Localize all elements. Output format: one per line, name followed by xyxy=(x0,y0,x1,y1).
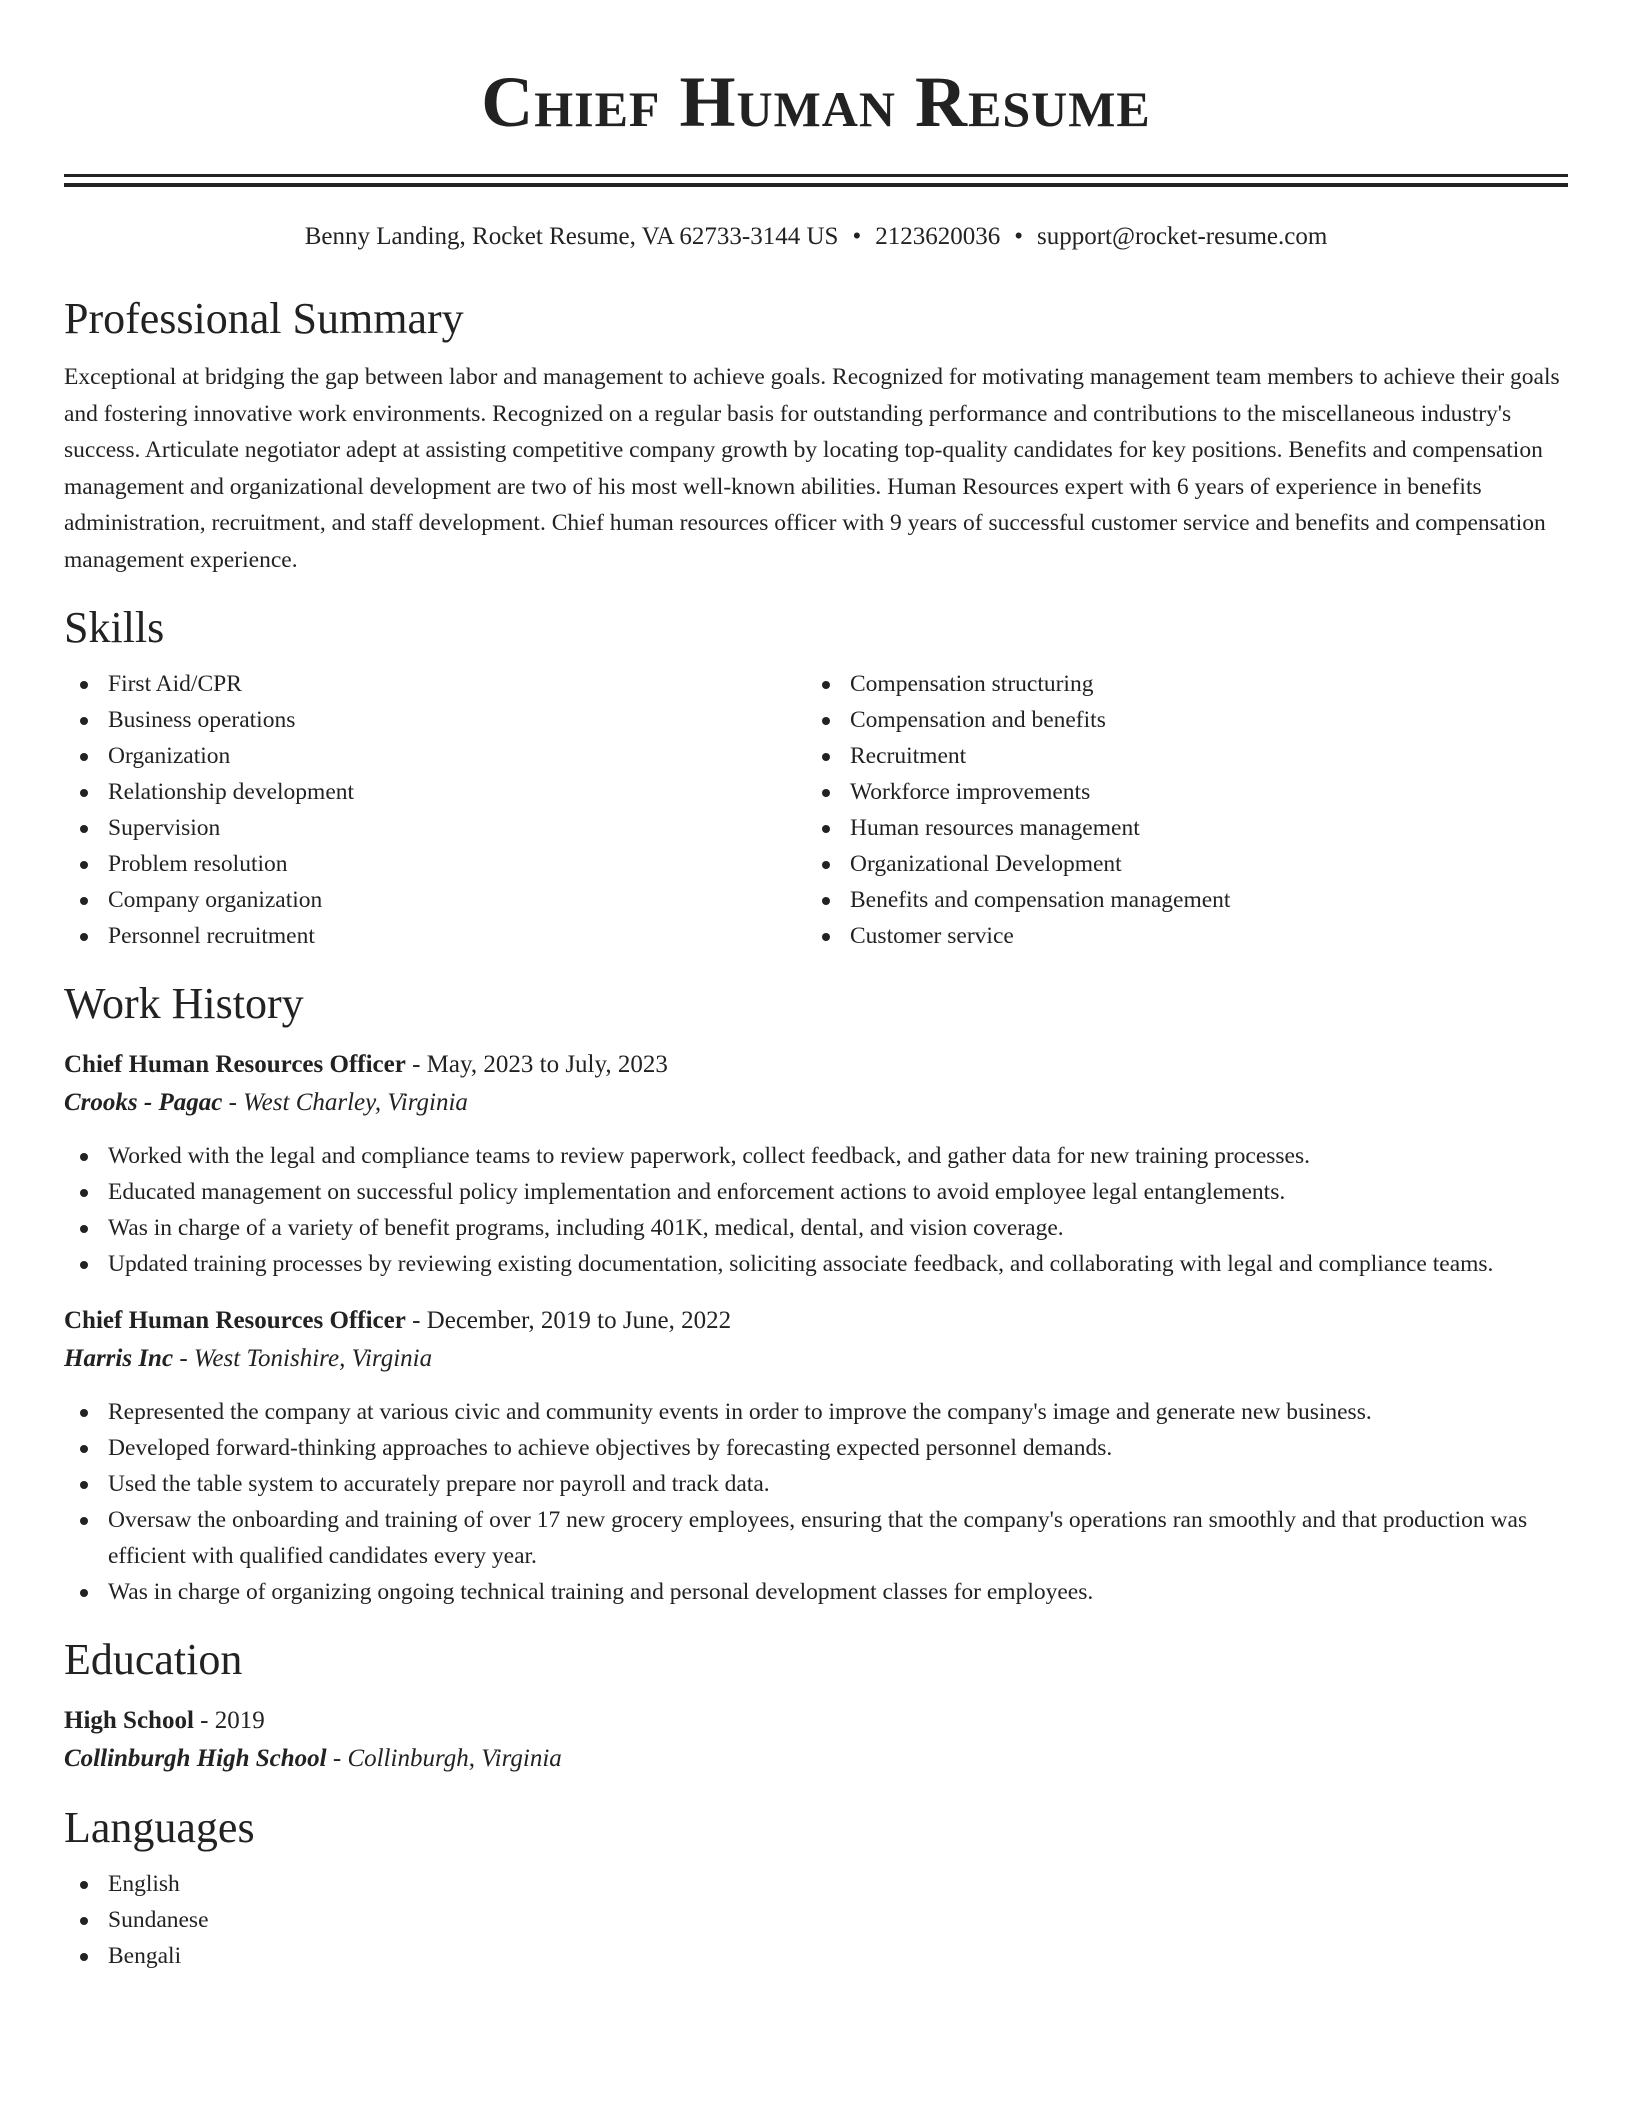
job-company: Harris Inc xyxy=(64,1345,174,1372)
summary-heading: Professional Summary xyxy=(64,294,464,343)
job-bullet-list xyxy=(64,1394,1568,1610)
language-item: Sundanese xyxy=(64,1902,1568,1938)
skill-item: Supervision xyxy=(64,810,806,846)
education-location: Collinburgh, Virginia xyxy=(347,1745,562,1772)
contact-separator: • xyxy=(852,223,862,250)
skill-item: Personnel recruitment xyxy=(64,918,806,954)
resume-title: Chief Human Resume xyxy=(481,62,1151,142)
education-school: Collinburgh High School xyxy=(64,1745,327,1772)
education-degree: High School xyxy=(64,1707,194,1734)
languages-list xyxy=(64,1866,1568,1974)
skill-item: Compensation structuring xyxy=(806,666,1548,702)
skill-item: Organizational Development xyxy=(806,846,1548,882)
job-bullet: Was in charge of a variety of benefit programs, including 401K, medical, dental, and vision coverage. xyxy=(64,1210,1568,1246)
job-bullet: Worked with the legal and compliance teams to review paperwork, collect feedback, and gather data for new training processes. xyxy=(64,1138,1568,1174)
skills-left-list xyxy=(64,666,806,954)
job-title-line: Chief Human Resources Officer - December, 2019 to June, 2022 xyxy=(64,1307,732,1334)
skill-item: Organization xyxy=(64,738,806,774)
job-company-line: Crooks - Pagac - West Charley, Virginia xyxy=(64,1089,468,1116)
skills-grid xyxy=(64,666,1568,954)
job-company: Crooks - Pagac xyxy=(64,1089,223,1116)
job-bullet: Updated training processes by reviewing existing documentation, soliciting associate feedback, and collaborating with legal and compliance teams. xyxy=(64,1246,1568,1282)
job-bullet: Educated management on successful policy implementation and enforcement actions to avoid employee legal entanglements. xyxy=(64,1174,1568,1210)
skill-item: Company organization xyxy=(64,882,806,918)
skill-item: Recruitment xyxy=(806,738,1548,774)
title-divider-top xyxy=(64,174,1568,177)
job-location: West Tonishire, Virginia xyxy=(193,1345,433,1372)
job-title: Chief Human Resources Officer xyxy=(64,1307,406,1334)
skill-item: Problem resolution xyxy=(64,846,806,882)
job-bullet: Oversaw the onboarding and training of over 17 new grocery employees, ensuring that the company's operations ran smoothly and that production was efficient with qualified candidates every year. xyxy=(64,1502,1568,1574)
contact-phone: 2123620036 xyxy=(875,223,1001,250)
contact-address: Benny Landing, Rocket Resume, VA 62733-3144 US xyxy=(304,223,839,250)
contact-separator: • xyxy=(1014,223,1023,250)
skills-right-list xyxy=(806,666,1548,954)
language-item: Bengali xyxy=(64,1938,1568,1974)
job-entry xyxy=(64,1302,1568,1610)
skills-heading: Skills xyxy=(64,603,165,652)
job-title-line: Chief Human Resources Officer - May, 2023 to July, 2023 xyxy=(64,1051,668,1078)
job-location: West Charley, Virginia xyxy=(243,1089,468,1116)
skill-item: Human resources management xyxy=(806,810,1548,846)
job-bullet: Used the table system to accurately prepare nor payroll and track data. xyxy=(64,1466,1568,1502)
job-bullet: Was in charge of organizing ongoing technical training and personal development classes for employees. xyxy=(64,1574,1568,1610)
work-history-heading: Work History xyxy=(64,979,304,1028)
contact-line xyxy=(64,221,1568,253)
education-degree-line: High School - 2019 xyxy=(64,1707,265,1734)
title-divider-bottom xyxy=(64,183,1568,187)
job-dates: May, 2023 to July, 2023 xyxy=(426,1051,668,1078)
contact-email: support@rocket-resume.com xyxy=(1037,223,1328,250)
education-school-line: Collinburgh High School - Collinburgh, Virginia xyxy=(64,1745,562,1772)
job-bullet: Represented the company at various civic and community events in order to improve the company's image and generate new business. xyxy=(64,1394,1568,1430)
languages-heading: Languages xyxy=(64,1803,255,1852)
job-company-line: Harris Inc - West Tonishire, Virginia xyxy=(64,1345,433,1372)
job-dates: December, 2019 to June, 2022 xyxy=(426,1307,732,1334)
job-bullet-list xyxy=(64,1138,1568,1282)
summary-text: Exceptional at bridging the gap between labor and management to achieve goals. Recognized for motivating management team members to achieve their goals and fostering innovative work environments. Recognized on a regular basis for outstanding performance and contributions to the miscellaneous industry's success. Articulate negotiator adept at assisting competitive company growth by locating top-quality candidates for key positions. Benefits and compensation management and organizational development are two of his most well-known abilities. Human Resources expert with 6 years of experience in benefits administration, recruitment, and staff development. Chief human resources officer with 9 years of successful customer service and benefits and compensation management experience. xyxy=(64,364,1560,573)
skill-item: First Aid/CPR xyxy=(64,666,806,702)
job-bullet: Developed forward-thinking approaches to achieve objectives by forecasting expected personnel demands. xyxy=(64,1430,1568,1466)
skill-item: Relationship development xyxy=(64,774,806,810)
skill-item: Compensation and benefits xyxy=(806,702,1548,738)
skill-item: Customer service xyxy=(806,918,1548,954)
skill-item: Workforce improvements xyxy=(806,774,1548,810)
education-year: 2019 xyxy=(214,1707,265,1734)
job-title: Chief Human Resources Officer xyxy=(64,1051,406,1078)
skill-item: Benefits and compensation management xyxy=(806,882,1548,918)
language-item: English xyxy=(64,1866,1568,1902)
job-entry xyxy=(64,1046,1568,1282)
education-heading: Education xyxy=(64,1635,243,1684)
skill-item: Business operations xyxy=(64,702,806,738)
